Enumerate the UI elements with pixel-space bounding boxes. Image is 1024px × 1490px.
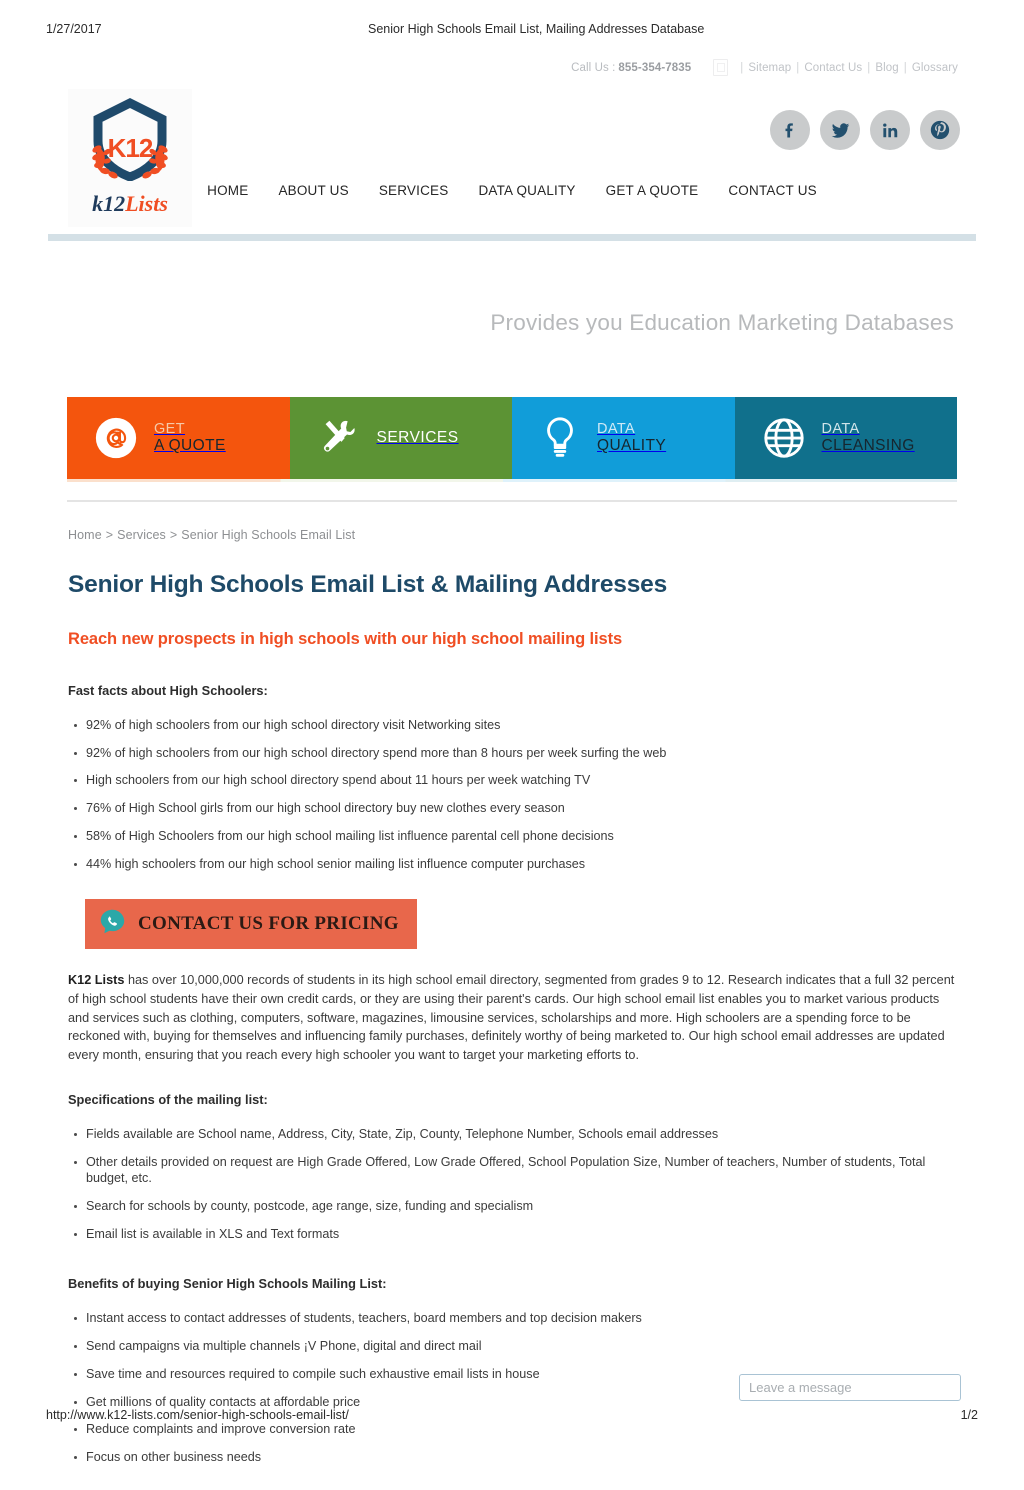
intro-paragraph-text: has over 10,000,000 records of students in its high school email directory, segmented from grades 9 to 12. Research indicates that a full 32 percent of high school students have their own credit cards, or they are using their parent's cards. Our high school email list enables you to market various products and services such as clothing, computers, software, magazines, limousine services, scholarships and more. High schoolers are a spending force to be reckoned with, buying for themselves and influencing family purchases, definitely worthy of being marketed to. Our high school email addresses are updated every month, ensuring that you reach every high schooler you want to target your marketing efforts to. xyxy=(68,973,955,1063)
tile-get-a-quote[interactable] xyxy=(67,397,290,479)
lightbulb-icon xyxy=(538,415,582,461)
tile-data-cleansing[interactable] xyxy=(735,397,958,479)
breadcrumb xyxy=(68,528,956,542)
specifications-label: Specifications of the mailing list: xyxy=(68,1091,268,1107)
main-content xyxy=(68,528,956,1490)
utility-separator-2: | xyxy=(796,61,800,74)
breadcrumb-separator-1: > xyxy=(105,528,114,542)
tile-services[interactable] xyxy=(290,397,513,479)
page-title: Senior High Schools Email List & Mailing Addresses xyxy=(68,571,667,598)
tile-get-a-quote-text xyxy=(154,421,226,455)
tools-icon xyxy=(316,415,362,461)
list-item: Email list is available in XLS and Text formats xyxy=(86,1226,956,1243)
utility-link-glossary[interactable]: Glossary xyxy=(911,61,958,74)
print-date: 1/27/2017 xyxy=(46,22,102,36)
tile-data-quality-line2: QUALITY xyxy=(597,437,667,455)
nav-item-home[interactable]: HOME xyxy=(207,183,249,198)
chat-message-input[interactable] xyxy=(740,1375,960,1400)
list-item: Search for schools by county, postcode, age range, size, funding and specialism xyxy=(86,1198,956,1215)
fast-facts-label: Fast facts about High Schoolers: xyxy=(68,683,268,698)
globe-icon xyxy=(761,415,807,461)
breadcrumb-item-home[interactable]: Home xyxy=(68,528,102,542)
linkedin-icon[interactable] xyxy=(870,110,910,150)
list-item: 44% high schoolers from our high school senior mailing list influence computer purchases xyxy=(86,856,956,873)
facebook-icon[interactable] xyxy=(770,110,810,150)
print-footer-page-number: 1/2 xyxy=(960,1408,978,1422)
tile-services-text xyxy=(377,429,459,446)
utility-separator-4: | xyxy=(903,61,907,74)
nav-item-get-a-quote[interactable]: GET A QUOTE xyxy=(605,183,699,198)
list-item: Focus on other business needs xyxy=(86,1449,956,1466)
hero-banner xyxy=(48,252,976,380)
tile-data-quality-line1: DATA xyxy=(597,421,636,438)
list-item: Instant access to contact addresses of students, teachers, board members and top decision makers xyxy=(86,1310,956,1327)
print-page-title: Senior High Schools Email List, Mailing Addresses Database xyxy=(368,22,705,36)
tile-data-quality-text xyxy=(597,421,666,455)
fast-facts-list xyxy=(68,717,956,872)
nav-item-contact-us[interactable]: CONTACT US xyxy=(728,183,817,198)
print-footer-url: http://www.k12-lists.com/senior-high-schools-email-list/ xyxy=(46,1408,349,1422)
intro-paragraph xyxy=(68,971,956,1064)
list-item: 58% of High Schoolers from our high school mailing list influence parental cell phone decisions xyxy=(86,828,956,845)
main-navigation xyxy=(0,183,1024,198)
service-tiles xyxy=(67,397,957,479)
list-item: Other details provided on request are High Grade Offered, Low Grade Offered, School Population Size, Number of teachers, Number of students, Total budget, etc. xyxy=(86,1154,956,1187)
home-icon[interactable] xyxy=(713,59,728,76)
nav-item-about-us[interactable]: ABOUT US xyxy=(278,183,349,198)
leave-a-message-widget[interactable] xyxy=(739,1374,961,1401)
content-divider xyxy=(67,500,957,502)
twitter-icon[interactable] xyxy=(820,110,860,150)
pinterest-icon[interactable] xyxy=(920,110,960,150)
specifications-list xyxy=(68,1126,956,1243)
utility-link-contact-us[interactable]: Contact Us xyxy=(804,61,863,74)
chat-phone-icon xyxy=(99,908,126,940)
tile-data-cleansing-line1: DATA xyxy=(821,421,860,438)
breadcrumb-item-current: Senior High Schools Email List xyxy=(181,528,356,542)
logo-wordmark-lists: Lists xyxy=(125,191,168,216)
tile-data-quality[interactable] xyxy=(512,397,735,479)
nav-divider xyxy=(48,234,976,241)
at-sign-icon xyxy=(93,415,139,461)
tile-data-cleansing-line2: CLEANSING xyxy=(821,437,915,455)
utility-separator-1: | xyxy=(740,61,744,74)
nav-item-services[interactable]: SERVICES xyxy=(378,183,449,198)
utility-bar xyxy=(571,59,958,76)
list-item: Reduce complaints and improve conversion rate xyxy=(86,1421,956,1438)
list-item: High schoolers from our high school directory spend about 11 hours per week watching TV xyxy=(86,772,956,789)
social-links xyxy=(770,110,960,150)
utility-separator-3: | xyxy=(867,61,871,74)
site-logo[interactable] xyxy=(68,89,192,227)
call-us-label: Call Us : xyxy=(571,61,616,74)
list-item: Get millions of quality contacts at affordable price xyxy=(86,1394,956,1411)
tile-get-a-quote-line1: GET xyxy=(154,421,186,438)
list-item: Send campaigns via multiple channels ¡V Phone, digital and direct mail xyxy=(86,1338,956,1355)
benefits-label: Benefits of buying Senior High Schools Mailing List: xyxy=(68,1276,387,1292)
tile-get-a-quote-line2: A QUOTE xyxy=(154,437,226,455)
breadcrumb-item-services[interactable]: Services xyxy=(117,528,166,542)
utility-link-sitemap[interactable]: Sitemap xyxy=(748,61,792,74)
breadcrumb-separator-2: > xyxy=(169,528,178,542)
list-item: 92% of high schoolers from our high school directory spend more than 8 hours per week surfing the web xyxy=(86,745,956,762)
list-item: 92% of high schoolers from our high school directory visit Networking sites xyxy=(86,717,956,734)
tile-services-label: SERVICES xyxy=(376,429,459,447)
banner-tagline: Provides you Education Marketing Databases xyxy=(490,310,954,335)
list-item: 76% of High School girls from our high school directory buy new clothes every season xyxy=(86,800,956,817)
page-subtitle: Reach new prospects in high schools with our high school mailing lists xyxy=(68,630,623,648)
contact-us-for-pricing-button[interactable] xyxy=(85,899,417,949)
contact-us-for-pricing-label: CONTACT US FOR PRICING xyxy=(138,913,399,935)
logo-badge-text: K12 xyxy=(107,133,153,163)
tile-data-cleansing-text xyxy=(822,421,915,455)
list-item: Fields available are School name, Address, City, State, Zip, County, Telephone Number, Schools email addresses xyxy=(86,1126,956,1143)
tiles-gradient-strip xyxy=(67,479,957,482)
intro-paragraph-brand: K12 Lists xyxy=(68,973,125,988)
nav-item-data-quality[interactable]: DATA QUALITY xyxy=(478,183,576,198)
utility-link-blog[interactable]: Blog xyxy=(875,61,899,74)
print-header xyxy=(0,22,1024,40)
phone-number[interactable]: 855-354-7835 xyxy=(618,61,692,74)
logo-wordmark-k12: k12 xyxy=(92,191,126,216)
print-footer xyxy=(46,1408,978,1422)
list-item: Save time and resources required to compile such exhaustive email lists in house xyxy=(86,1366,956,1383)
